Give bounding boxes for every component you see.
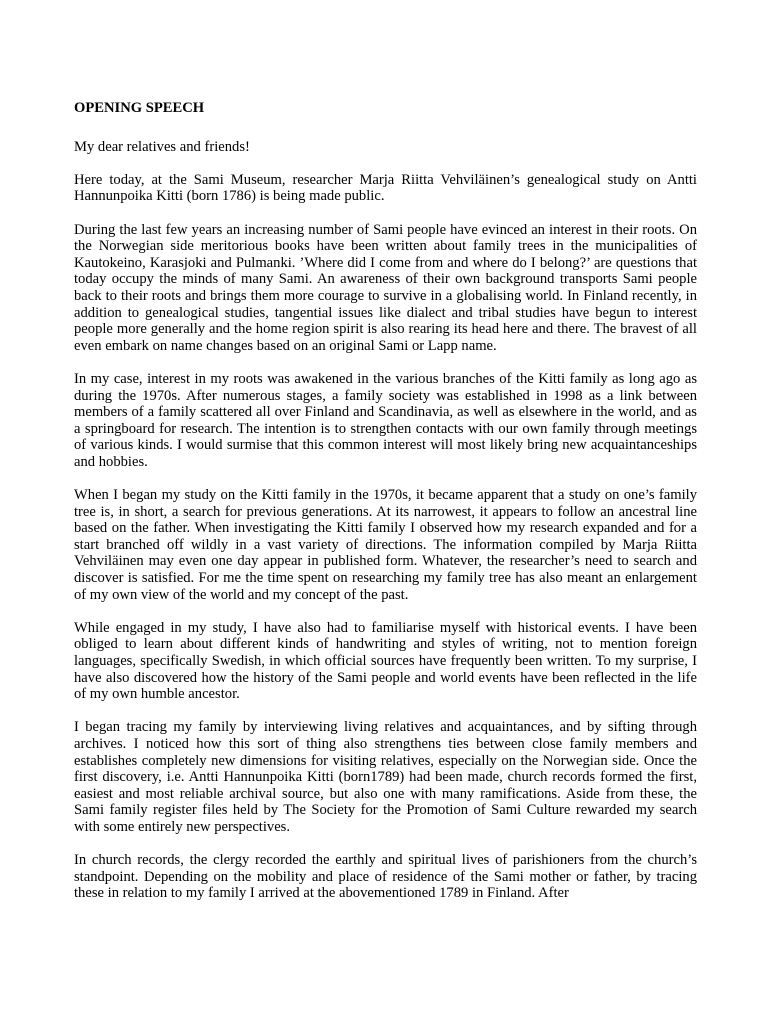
paragraph-study-beginning: When I began my study on the Kitti family in the 1970s, it became apparent that a study on one’s family tree is, in short, a search for previous generations. At its narrowest, it appears to follow an ancestral line based on the father. When investigating the Kitti family I observed how my research expanded and for a start branched off wildly in a vast variety of directions. The information compiled by Marja Riitta Vehviläinen may even one day appear in published form. Whatever, the researcher’s need to search and discover is satisfied. For me the time spent on researching my family tree has also meant an enlargement of my own view of the world and my concept of the past. xyxy=(74,487,697,603)
document-heading: OPENING SPEECH xyxy=(74,100,205,116)
paragraph-tracing-family: I began tracing my family by interviewing living relatives and acquaintances, and by sifting through archives. I noticed how this sort of thing also strengthens ties between close family members and establishes completely new dimensions for visiting relatives, especially on the Norwegian side. Once the first discovery, i.e. Antti Hannunpoika Kitti (born1789) had been made, church records formed the first, easiest and most reliable archival source, but also one with many ramifications. Aside from these, the Sami family register files held by The Society for the Promotion of Sami Culture rewarded my search with some entirely new perspectives. xyxy=(74,719,697,835)
paragraph-historical-events: While engaged in my study, I have also had to familiarise myself with historical events. I have been obliged to learn about different kinds of handwriting and styles of writing, not to mention foreign languages, specifically Swedish, in which official sources have frequently been written. To my surprise, I have also discovered how the history of the Sami people and world events have been reflected in the life of my own humble ancestor. xyxy=(74,619,697,703)
document-page xyxy=(74,100,697,902)
paragraph-church-records: In church records, the clergy recorded the earthly and spiritual lives of parishioners from the church’s standpoint. Depending on the mobility and place of residence of the Sami mother or father, by tracing these in relation to my family I arrived at the abovementioned 1789 in Finland. After xyxy=(74,852,697,902)
paragraph-family-society: In my case, interest in my roots was awakened in the various branches of the Kitti family as long ago as during the 1970s. After numerous stages, a family society was established in 1998 as a link between members of a family scattered all over Finland and Scandinavia, as well as elsewhere in the world, and as a springboard for research. The intention is to strengthen contacts with our own family through meetings of various kinds. I would surmise that this common interest will most likely bring new acquaintanceships and hobbies. xyxy=(74,370,697,470)
paragraph-intro: Here today, at the Sami Museum, researcher Marja Riitta Vehviläinen’s genealogical study on Antti Hannunpoika Kitti (born 1786) is being made public. xyxy=(74,171,697,205)
paragraph-greeting: My dear relatives and friends! xyxy=(74,138,250,155)
paragraph-roots-interest: During the last few years an increasing number of Sami people have evinced an interest in their roots. On the Norwegian side meritorious books have been written about family trees in the municipalities of Kautokeino, Karasjoki and Pulmanki. ’Where did I come from and where do I belong?’ are questions that today occupy the minds of many Sami. An awareness of their own background transports Sami people back to their roots and brings them more courage to survive in a globalising world. In Finland recently, in addition to genealogical studies, tangential issues like dialect and tribal studies have begun to interest people more generally and the home region spirit is also rearing its head here and there. The bravest of all even embark on name changes based on an original Sami or Lapp name. xyxy=(74,221,697,354)
